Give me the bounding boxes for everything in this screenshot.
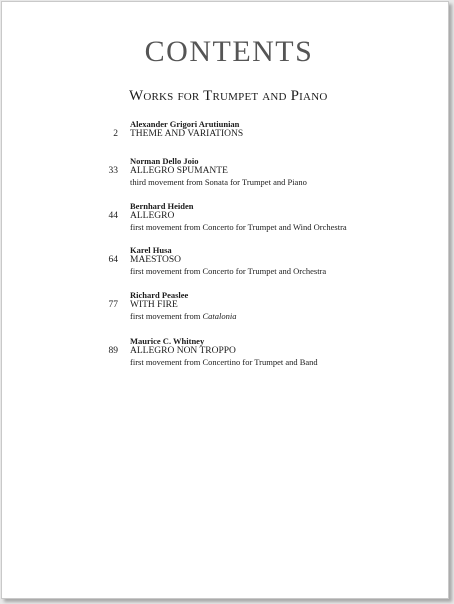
- page-number: 89: [108, 346, 118, 356]
- entry-body: [130, 201, 430, 232]
- entry-body: [130, 245, 430, 276]
- work-title: ALLEGRO: [130, 211, 175, 221]
- work-note-text: first movement from: [130, 311, 203, 321]
- entry-body: [130, 119, 430, 140]
- work-note-italic: Catalonia: [202, 311, 237, 321]
- work-note: [130, 311, 430, 321]
- document-page: [1, 1, 449, 599]
- work-note: first movement from Concertino for Trumpet and Band: [130, 357, 318, 367]
- composer-name: Norman Dello Joio: [130, 156, 199, 166]
- work-title: ALLEGRO NON TROPPO: [130, 346, 236, 356]
- work-title: THEME AND VARIATIONS: [130, 129, 244, 139]
- composer-name: Bernhard Heiden: [130, 201, 194, 211]
- composer-name: Karel Husa: [130, 245, 172, 255]
- composer-name: Maurice C. Whitney: [130, 336, 205, 346]
- composer-name: Richard Peaslee: [130, 290, 189, 300]
- composer-name: Alexander Grigori Arutiunian: [130, 119, 240, 129]
- page-title: CONTENTS: [144, 35, 314, 68]
- work-title: WITH FIRE: [130, 300, 178, 310]
- work-note: third movement from Sonata for Trumpet and Piano: [130, 177, 307, 187]
- page-number: 33: [108, 166, 118, 176]
- work-note: first movement from Concerto for Trumpet and Orchestra: [130, 266, 327, 276]
- page-number: 44: [108, 211, 118, 221]
- entry-body: [130, 336, 430, 367]
- entry-body: [130, 290, 430, 321]
- page-number: 2: [113, 129, 118, 139]
- work-note: first movement from Concerto for Trumpet and Wind Orchestra: [130, 222, 347, 232]
- page-number: 77: [108, 300, 118, 310]
- section-heading: Works for Trumpet and Piano: [129, 88, 328, 104]
- page-number: 64: [108, 255, 118, 265]
- work-title: ALLEGRO SPUMANTE: [130, 166, 228, 176]
- entry-body: [130, 156, 430, 187]
- work-title: MAESTOSO: [130, 255, 182, 265]
